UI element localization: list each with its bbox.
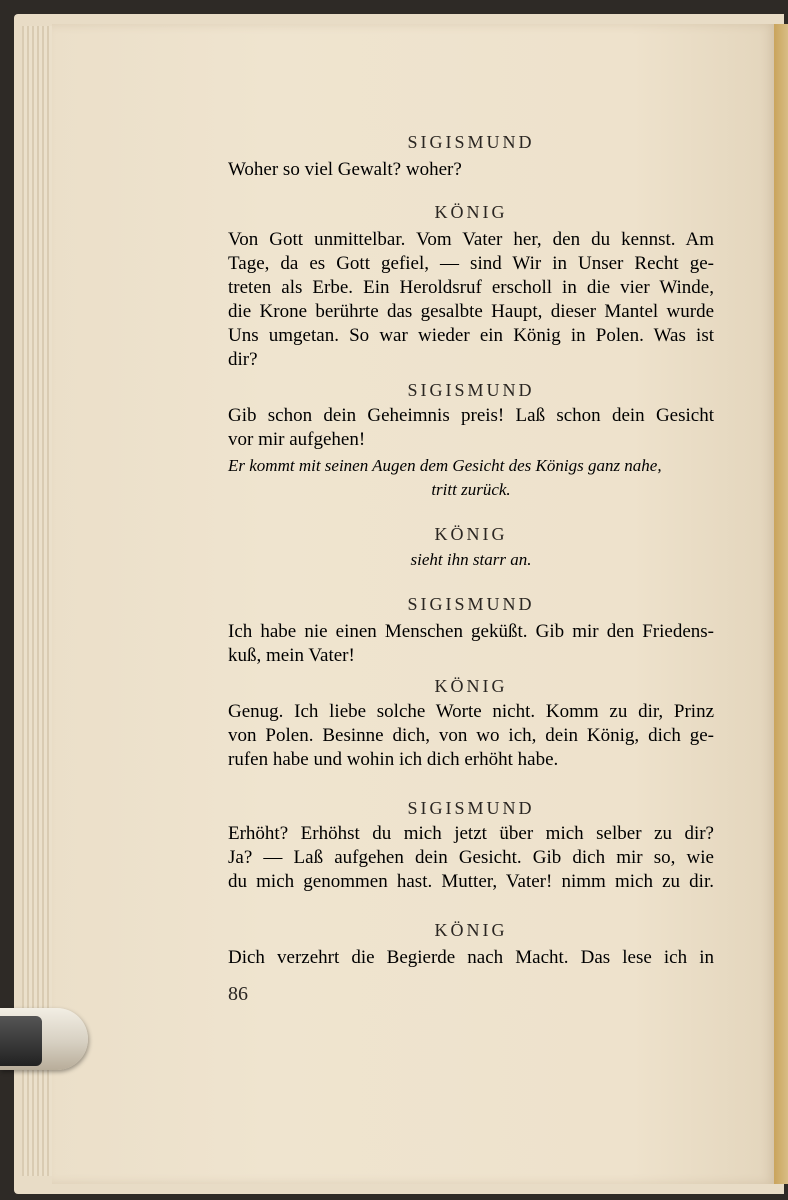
- text-line: vor mir aufgehen!: [228, 429, 366, 450]
- text-line: Dich verzehrt die Begierde nach Macht. Das lese ich in: [228, 947, 714, 968]
- text-line: Genug. Ich liebe solche Worte nicht. Komm zu dir, Prinz: [228, 701, 714, 722]
- text-line: rufen habe und wohin ich dich erhöht habe.: [228, 749, 559, 770]
- stage-direction: Er kommt mit seinen Augen dem Gesicht des Königs ganz nahe,: [228, 456, 662, 475]
- clip-base: [0, 1016, 42, 1066]
- next-page-edge: [774, 24, 788, 1184]
- text-line: Uns umgetan. So war wieder ein König in Polen. Was ist: [228, 325, 714, 346]
- text-line: Gib schon dein Geheimnis preis! Laß schon dein Gesicht: [228, 405, 714, 426]
- text-line: dir?: [228, 349, 258, 370]
- speaker-name: SIGISMUND: [407, 798, 535, 818]
- speaker-name: SIGISMUND: [407, 132, 535, 152]
- text-line: von Polen. Besinne dich, von wo ich, dein König, dich ge-: [228, 725, 714, 746]
- text-line: Woher so viel Gewalt? woher?: [228, 159, 462, 180]
- speaker-name: KÖNIG: [434, 202, 508, 222]
- stage-direction: tritt zurück.: [431, 480, 511, 499]
- speaker-name: KÖNIG: [434, 676, 508, 696]
- speaker-name: SIGISMUND: [407, 380, 535, 400]
- text-line: kuß, mein Vater!: [228, 645, 355, 666]
- stage-direction: sieht ihn starr an.: [410, 550, 532, 569]
- text-line: du mich genommen hast. Mutter, Vater! nimm mich zu dir.: [228, 871, 714, 892]
- text-line: die Krone berührte das gesalbte Haupt, dieser Mantel wurde: [228, 301, 714, 322]
- speaker-name: SIGISMUND: [407, 594, 535, 614]
- page-number: 86: [228, 983, 248, 1005]
- text-line: Von Gott unmittelbar. Vom Vater her, den du kennst. Am: [228, 229, 714, 250]
- text-line: Erhöht? Erhöhst du mich jetzt über mich selber zu dir?: [228, 823, 714, 844]
- text-line: Ich habe nie einen Menschen geküßt. Gib mir den Friedens-: [228, 621, 714, 642]
- text-line: Ja? — Laß aufgehen dein Gesicht. Gib dich mir so, wie: [228, 847, 714, 868]
- text-line: treten als Erbe. Ein Heroldsruf erscholl in die vier Winde,: [228, 277, 714, 298]
- speaker-name: KÖNIG: [434, 524, 508, 544]
- speaker-name: KÖNIG: [434, 920, 508, 940]
- text-line: Tage, da es Gott gefiel, — sind Wir in Unser Recht ge-: [228, 253, 714, 274]
